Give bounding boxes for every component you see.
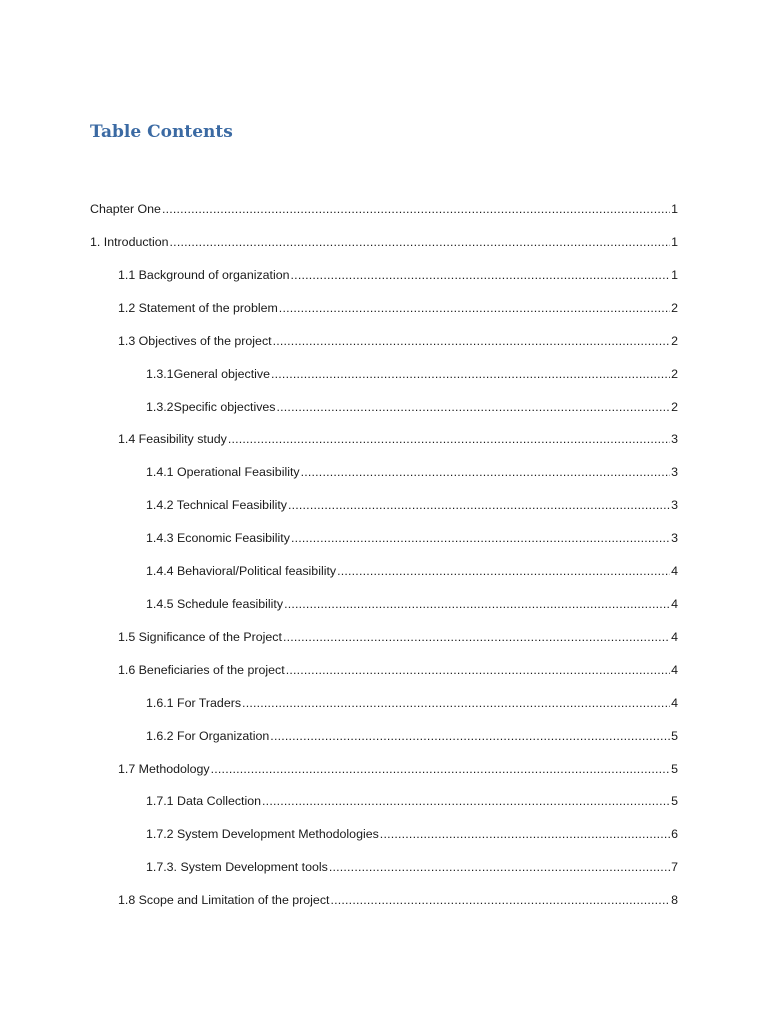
toc-entry[interactable] xyxy=(146,694,678,712)
toc-entry-title: 1. Introduction xyxy=(90,235,169,249)
toc-entry-page: 7 xyxy=(671,860,678,874)
dot-leader xyxy=(279,299,670,317)
toc-entry-page: 2 xyxy=(671,301,678,315)
toc-entry-page: 2 xyxy=(671,367,678,381)
toc-entry[interactable] xyxy=(146,398,678,416)
dot-leader xyxy=(211,760,670,778)
toc-entry-title: 1.2 Statement of the problem xyxy=(118,301,278,315)
toc-entry[interactable] xyxy=(118,266,678,284)
toc-entry[interactable] xyxy=(146,562,678,580)
toc-entry[interactable] xyxy=(146,529,678,547)
toc-entry[interactable] xyxy=(90,200,678,218)
toc-entry-number: 1.3.2 xyxy=(146,400,174,414)
dot-leader xyxy=(242,694,670,712)
toc-entry-title: 1.4.3 Economic Feasibility xyxy=(146,531,290,545)
toc-entry-title: 1.7 Methodology xyxy=(118,762,210,776)
dot-leader xyxy=(170,233,671,251)
toc-entry[interactable] xyxy=(146,727,678,745)
toc-entry[interactable] xyxy=(146,825,678,843)
dot-leader xyxy=(291,529,670,547)
toc-entry-page: 1 xyxy=(671,268,678,282)
toc-entry-title: 1.4.5 Schedule feasibility xyxy=(146,597,284,611)
dot-leader xyxy=(273,332,671,350)
toc-entry-page: 1 xyxy=(671,202,678,216)
dot-leader xyxy=(329,858,670,876)
toc-entry-page: 4 xyxy=(671,564,678,578)
toc-entry-title: 1.7.1 Data Collection xyxy=(146,794,262,808)
dot-leader xyxy=(162,200,670,218)
toc-entry-page: 3 xyxy=(671,432,678,446)
toc-entry-page: 5 xyxy=(671,794,678,808)
toc-entry-page: 4 xyxy=(671,663,678,677)
toc-entry-page: 1 xyxy=(671,235,678,249)
toc-entry[interactable] xyxy=(118,628,678,646)
toc-entry-title: 1.6 Beneficiaries of the project xyxy=(118,663,285,677)
dot-leader xyxy=(283,628,670,646)
toc-entry-title: Chapter One xyxy=(90,202,161,216)
toc-entry[interactable] xyxy=(146,463,678,481)
toc-entry-page: 3 xyxy=(671,531,678,545)
toc-entry-title: 1.6.1 For Traders xyxy=(146,696,242,710)
dot-leader xyxy=(291,266,671,284)
toc-entry[interactable] xyxy=(118,332,678,350)
page-title: Table Contents xyxy=(90,122,233,142)
dot-leader xyxy=(330,891,670,909)
dot-leader xyxy=(277,398,671,416)
toc-entry[interactable] xyxy=(146,496,678,514)
dot-leader xyxy=(284,595,670,613)
toc-entry[interactable] xyxy=(118,891,678,909)
dot-leader xyxy=(301,463,671,481)
toc-entry[interactable] xyxy=(146,365,678,383)
toc-entry-title: 1.3 Objectives of the project xyxy=(118,334,272,348)
dot-leader xyxy=(288,496,670,514)
toc-entry-page: 4 xyxy=(671,597,678,611)
dot-leader xyxy=(380,825,670,843)
toc-entry-page: 5 xyxy=(671,729,678,743)
toc-entry[interactable] xyxy=(146,858,678,876)
toc-entry-number: 1.3.1 xyxy=(146,367,174,381)
toc-entry-title: 1.7.2 System Development Methodologies xyxy=(146,827,379,841)
toc-entry-page: 4 xyxy=(671,696,678,710)
dot-leader xyxy=(270,727,670,745)
toc-entry-title: 1.6.2 For Organization xyxy=(146,729,270,743)
toc-entry-title: 1.5 Significance of the Project xyxy=(118,630,282,644)
toc-entry-title: 1.4.2 Technical Feasibility xyxy=(146,498,287,512)
toc-entry-page: 6 xyxy=(671,827,678,841)
toc-entry-title: 1.1 Background of organization xyxy=(118,268,290,282)
toc-entry-title: 1.4.4 Behavioral/Political feasibility xyxy=(146,564,337,578)
toc-entry[interactable] xyxy=(146,595,678,613)
dot-leader xyxy=(271,365,670,383)
toc-entry-page: 2 xyxy=(671,334,678,348)
toc-entry-page: 4 xyxy=(671,630,678,644)
toc-entry-title: 1.4 Feasibility study xyxy=(118,432,227,446)
toc-entry-title: 1.8 Scope and Limitation of the project xyxy=(118,893,330,907)
toc-entry-title: 1.4.1 Operational Feasibility xyxy=(146,465,300,479)
toc-entry-page: 3 xyxy=(671,498,678,512)
toc-entry-title: 1.7.3. System Development tools xyxy=(146,860,328,874)
toc-entry[interactable] xyxy=(118,760,678,778)
toc-entry-title: General objective xyxy=(173,367,270,381)
toc-entry[interactable] xyxy=(146,792,678,810)
dot-leader xyxy=(286,661,670,679)
toc-entry[interactable] xyxy=(118,661,678,679)
toc-entry-page: 3 xyxy=(671,465,678,479)
toc-entry-page: 8 xyxy=(671,893,678,907)
toc-entry-page: 2 xyxy=(671,400,678,414)
toc-entry[interactable] xyxy=(90,233,678,251)
dot-leader xyxy=(262,792,670,810)
toc-entry[interactable] xyxy=(118,299,678,317)
toc-entry-title: Specific objectives xyxy=(173,400,276,414)
toc-entry[interactable] xyxy=(118,430,678,448)
toc-entry-page: 5 xyxy=(671,762,678,776)
dot-leader xyxy=(337,562,670,580)
dot-leader xyxy=(228,430,670,448)
